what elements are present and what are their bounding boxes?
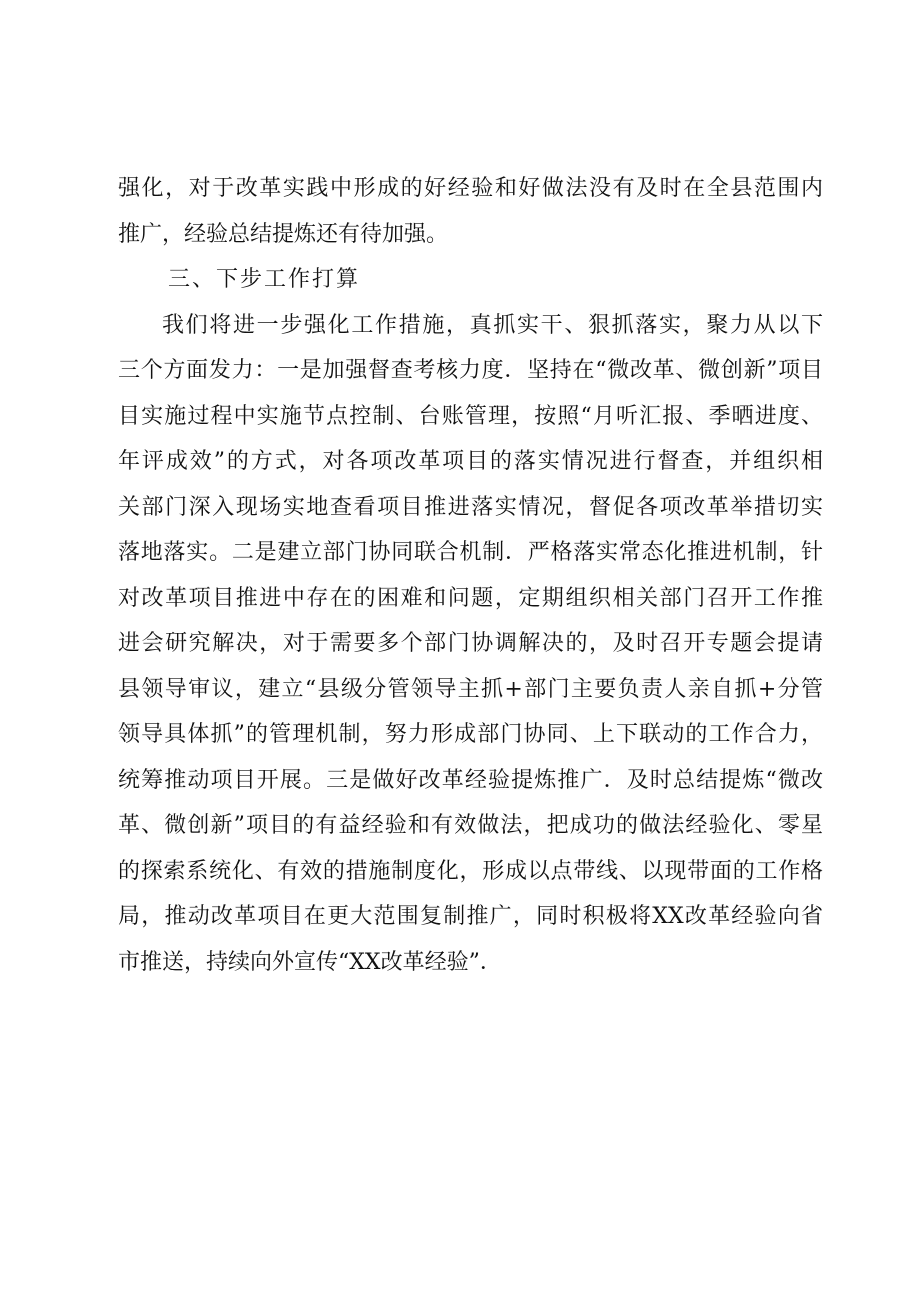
text-line: 年评成效”的方式，对各项改革项目的落实情况进行督查，并组织相 [118, 449, 823, 474]
text-line: 统筹推动项目开展。三是做好改革经验提炼推广．及时总结提炼“微改 [118, 767, 823, 793]
text-line: 市推送，持续向外宣传“XX改革经验”． [118, 949, 502, 975]
section-heading: 三、下步工作打算 [168, 267, 361, 292]
text-line: 对改革项目推进中存在的困难和问题，定期组织相关部门召开工作推 [118, 585, 823, 611]
text-line: 局，推动改革项目在更大范围复制推广，同时积极将XX改革经验向省 [118, 904, 823, 929]
document-body [118, 166, 823, 985]
text-line: 革、微创新”项目的有益经验和有效做法，把成功的做法经验化、零星 [118, 813, 823, 838]
text-line: 目实施过程中实施节点控制、台账管理，按照“月听汇报、季晒进度、 [118, 403, 823, 429]
text-line: 领导具体抓”的管理机制，努力形成部门协同、上下联动的工作合力， [118, 722, 823, 747]
text-line: 进会研究解决，对于需要多个部门协调解决的，及时召开专题会提请 [118, 631, 823, 656]
paragraph-1 [118, 166, 823, 257]
text-line: 关部门深入现场实地查看项目推进落实情况，督促各项改革举措切实 [118, 494, 823, 520]
text-line: 落地落实。二是建立部门协同联合机制．严格落实常态化推进机制，针 [118, 540, 823, 565]
text-line: 推广，经验总结提炼还有待加强。 [118, 221, 449, 247]
text-line: 强化，对于改革实践中形成的好经验和好做法没有及时在全县范围内 [118, 176, 823, 201]
text-line: 三个方面发力：一是加强督查考核力度．坚持在“微改革、微创新”项目 [118, 358, 823, 383]
paragraph-2 [118, 303, 823, 986]
text-line: 的探索系统化、有效的措施制度化，形成以点带线、以现带面的工作格 [118, 858, 823, 884]
text-line: 我们将进一步强化工作措施，真抓实干、狠抓落实，聚力从以下 [162, 312, 823, 338]
text-line: 县领导审议，建立“县级分管领导主抓+部门主要负责人亲自抓+分管 [118, 676, 823, 702]
